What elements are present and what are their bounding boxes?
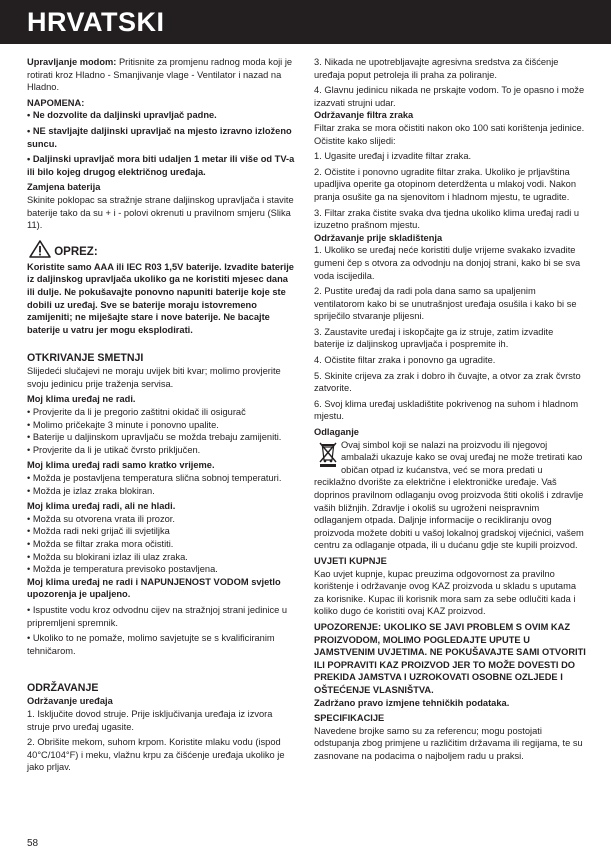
maintenance-step: 4. Glavnu jedinicu nikada ne prskajte vodom. To je opasno i može izazvati strujni udar.: [314, 85, 585, 108]
right-column: [314, 56, 586, 762]
specifications-text: Navedene brojke samo su za referencu; mogu postojati odstupanja zbog primjene u različitim državama ili regijama, te su zasnovane na podacima o najboljem radu u praksi.: [314, 725, 583, 761]
battery-text: Skinite poklopac sa stražnje strane daljinskog upravljača i stavite baterije tako da su + i - polovi okrenuti u pravilnom smjeru (Slika 11).: [27, 194, 294, 231]
disposal-block: [314, 439, 586, 552]
filter-step: 2. Očistite i ponovno ugradite filtar zraka. Ukoliko je prljavština upadljiva operite ga otopinom deterdženta u mlakoj vodi. Nakon pranja osušite ga na sjenovitom i hladnom mjestu, te ugradite.: [314, 166, 577, 202]
mode-heading: Upravljanje modom:: [27, 57, 117, 67]
storage-step: 5. Skinite crijeva za zrak i dobro ih čuvajte, a otvor za zrak čvrsto zatvorite.: [314, 370, 581, 394]
specifications-heading: SPECIFIKACIJE: [314, 713, 385, 724]
storage-step: 2. Pustite uređaj da radi pola dana samo sa upaljenim ventilatorom kako bi se unutrašnjost uređaja osušila i kako bi se spriječilo stvaranje plijesni.: [314, 286, 577, 322]
troubleshooting-intro: Slijedeći slučajevi ne moraju uvijek biti kvar; molimo provjerite svoju jedinicu prije traženja servisa.: [27, 366, 281, 389]
maintenance-step: 3. Nikada ne upotrebljavajte agresivna sredstva za čišćenje uređaja poput petroleja ili praha za poliranje.: [314, 57, 559, 80]
crossed-out-bin-icon: [318, 441, 338, 467]
disposal-heading: Odlaganje: [314, 427, 359, 438]
filter-intro: Filtar zraka se mora očistiti nakon oko 100 sati korištenja jedinice. Očistite kako slijedi:: [314, 122, 585, 146]
note-item: • Daljinski upravljač mora biti udaljen 1 metar ili više od TV-a ili bilo kojeg drugog električnog uređaja.: [27, 154, 295, 177]
list-item: • Možda radi neki grijač ili svjetiljka: [27, 526, 170, 537]
list-item: • Možda je postavljena temperatura slična sobnoj temperaturi.: [27, 473, 282, 484]
note-heading: NAPOMENA:: [27, 97, 85, 108]
filter-step: 1. Ugasite uređaj i izvadite filtar zraka.: [314, 151, 472, 162]
list-item: • Molimo pričekajte 3 minute i ponovno upalite.: [27, 419, 219, 430]
list-item: • Možda su otvorena vrata ili prozor.: [27, 513, 175, 524]
maintenance-step: 1. Isključite dovod struje. Prije isključivanja uređaja iz izvora struje prvo uređaj ugasite.: [27, 708, 273, 732]
list-item: • Provjerite da li je utikač čvrsto priključen.: [27, 444, 201, 455]
note-item: • Ne dozvolite da daljinski upravljač padne.: [27, 110, 217, 121]
maintenance-step: 2. Obrišite mekom, suhom krpom. Koristite mlaku vodu (ispod 40°C/104°F) i meku, vlažnu krpu za čišćenje uređaja ukoliko je jako prljav.: [27, 737, 285, 773]
purchase-text: Kao uvjet kupnje, kupac preuzima odgovornost za pravilno korištenje i održavanje ovog KAZ proizvoda u skladu s uputama za korisnike. Kupac ili korisnik mora sam za sebe odlučiti kada i koliko dugo će koristiti ovaj KAZ proizvod.: [314, 568, 577, 617]
list-item: • Baterije u daljinskom upravljaču se možda trebaju zamijeniti.: [27, 432, 282, 443]
maintenance-subheading: Održavanje uređaja: [27, 696, 113, 707]
list-item: • Možda su blokirani izlaz ili ulaz zraka.: [27, 551, 188, 562]
language-title: HRVATSKI: [27, 7, 165, 37]
disposal-text: Ovaj simbol koji se nalazi na proizvodu ili njegovoj ambalaži ukazuje kako se ovaj uređaj ne može tretirati kao običan otpad iz kućanstva, već se mora predati u reciklažno dvorište za električne i elektroničke uređaje. Vaš doprinos pravilnom odlaganju ovog proizvoda štiti okoliš i zdravlje vaših bližnjih. Zdravlje i okoliš su ugroženi neispravnim odlaganjem otpada. Daljnje informacije o recikliranju ovog proizvoda možete dobiti u vašoj lokalnoj gradskoj vijećnici, vašem centru za odlaganje otpada, ili u dućanu gdje ste kupili proizvod.: [314, 439, 584, 551]
rights-notice: Zadržano pravo izmjene tehničkih podataka.: [314, 697, 510, 708]
mode-paragraph: [27, 56, 297, 94]
troubleshooting-heading: OTKRIVANJE SMETNJI: [27, 352, 144, 365]
storage-step: 6. Svoj klima uređaj uskladištite pokrivenog na suhom i hladnom mjestu.: [314, 398, 579, 422]
filter-heading: Održavanje filtra zraka: [314, 110, 414, 121]
storage-heading: Održavanje prije skladištenja: [314, 232, 443, 243]
language-header: [0, 0, 611, 44]
list-item: • Ispustite vodu kroz odvodnu cijev na stražnjoj strani jedinice u pripremljeni spremnik.: [27, 604, 288, 628]
list-item: • Možda je temperatura previsoko postavljena.: [27, 564, 218, 575]
note-item: • NE stavljajte daljinski upravljač na mjesto izravno izloženo suncu.: [27, 125, 292, 149]
warranty-warning: UPOZORENJE: UKOLIKO SE JAVI PROBLEM S OVIM KAZ PROIZVODOM, MOLIMO POGLEDAJTE UPUTE U JAMSTVENIM UVJETIMA. NE POKUŠAVAJTE SAMI OTVORITI ILI POPRAVITI KAZ PROIZVOD JER TO MOŽE DOVESTI DO PREKIDA JAMSTVA I UZROKOVATI OSOBNE OZLJEDE I OŠTEĆENJE VLASNIŠTVA.: [314, 621, 586, 695]
purchase-heading: UVJETI KUPNJE: [314, 555, 387, 566]
mode-text: Pritisnite za promjenu radnog moda koji je rotirati kroz Hladno - Smanjivanje vlage - Ventilator i nazad na Hladno.: [27, 57, 293, 93]
filter-step: 3. Filtar zraka čistite svaka dva tjedna ukoliko klima uređaj radi u izuzetno prašnom mjestu.: [314, 207, 580, 231]
page-number: 58: [27, 838, 39, 849]
case-heading: Moj klima uređaj ne radi.: [27, 394, 136, 405]
case-heading: Moj klima uređaj radi samo kratko vrijeme.: [27, 460, 215, 471]
list-item: • Možda je izlaz zraka blokiran.: [27, 485, 155, 496]
caution-heading-row: [27, 240, 297, 261]
list-item: • Provjerite da li je pregorio zaštitni okidač ili osigurač: [27, 407, 246, 418]
warning-triangle-icon: [29, 240, 51, 258]
case-heading: Moj klima uređaj ne radi i NAPUNJENOST VODOM svjetlo upozorenja je upaljeno.: [27, 576, 281, 600]
storage-step: 1. Ukoliko se uređaj neće koristiti dulje vrijeme svakako izvadite gumeni čep s otvora za odvodnju na donjoj strani, kako bi se sva voda iscijedila.: [314, 245, 581, 281]
list-item: • Ukoliko to ne pomaže, molimo savjetujte se s kvalificiranim tehničarom.: [27, 633, 275, 656]
caution-heading: OPREZ:: [54, 245, 98, 258]
storage-step: 3. Zaustavite uređaj i iskopčajte ga iz struje, zatim izvadite baterije iz daljinskog upravljača i pospremite ih.: [314, 326, 554, 350]
left-column: [27, 56, 297, 774]
maintenance-heading: ODRŽAVANJE: [27, 682, 99, 695]
list-item: • Možda se filtar zraka mora očistiti.: [27, 539, 174, 549]
case-heading: Moj klima uređaj radi, ali ne hladi.: [27, 501, 176, 512]
battery-heading: Zamjena baterija: [27, 182, 101, 193]
caution-text: Koristite samo AAA ili IEC R03 1,5V baterije. Izvadite baterije iz daljinskog upravljača ukoliko ga ne koristiti mjesec dana ili dulje. Ne pokušavajte ponovno napuniti baterije koje ste dobili uz uređaj. Sve se baterije moraju istovremeno zamijeniti; ne miješajte stare i nove baterije. Ne bacajte baterije u vatru jer mogu eksplodirati.: [27, 261, 294, 335]
storage-step: 4. Očistite filtar zraka i ponovno ga ugradite.: [314, 355, 496, 366]
